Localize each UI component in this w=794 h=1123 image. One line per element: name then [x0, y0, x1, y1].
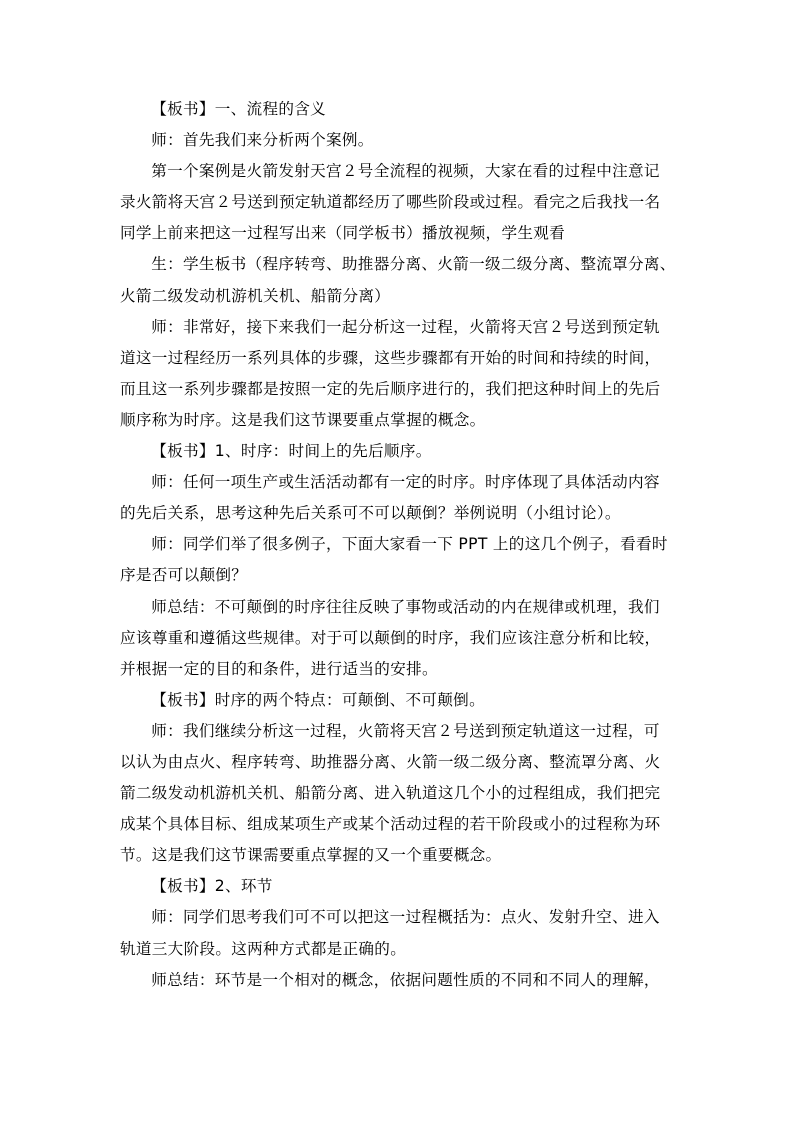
text-line: 道这一过程经历一系列具体的步骤，这些步骤都有开始的时间和持续的时间，: [120, 348, 661, 367]
text-line: 【板书】1、时序：时间上的先后顺序。: [151, 442, 432, 461]
text-line: 而且这一系列步骤都是按照一定的先后顺序进行的，我们把这种时间上的先后: [120, 379, 661, 398]
text-line: 师总结：环节是一个相对的概念，依据问题性质的不同和不同人的理解，: [151, 970, 660, 989]
paragraph: [120, 436, 680, 467]
text-line: 师总结：不可颠倒的时序往往反映了事物或活动的内在规律或机理，我们: [151, 597, 660, 616]
text-line: 箭二级发动机游机关机、船箭分离、进入轨道这几个小的过程组成，我们把完: [120, 784, 661, 803]
paragraph: [120, 312, 680, 436]
text-line: 师：非常好，接下来我们一起分析这一过程，火箭将天宫２号送到预定轨: [151, 317, 660, 336]
paragraph: [120, 592, 680, 685]
text-line: 并根据一定的目的和条件，进行适当的安排。: [120, 659, 438, 678]
text-line: 录火箭将天宫２号送到预定轨道都经历了哪些阶段或过程。看完之后我找一名: [120, 193, 661, 212]
text-line: 生：学生板书（程序转弯、助推器分离、火箭一级二级分离、整流罩分离、: [151, 255, 676, 274]
text-line: 节。这是我们这节课需要重点掌握的又一个重要概念。: [120, 846, 502, 865]
paragraph: [120, 902, 680, 964]
text-line: 轨道三大阶段。这两种方式都是正确的。: [120, 939, 407, 958]
paragraph: [120, 965, 680, 996]
text-line: 第一个案例是火箭发射天宫２号全流程的视频，大家在看的过程中注意记: [151, 162, 660, 181]
text-line: 【板书】2、环节: [151, 877, 273, 896]
text-line: 同学上前来把这一过程写出来（同学板书）播放视频，学生观看: [120, 224, 566, 243]
text-line: 师：同学们举了很多例子，下面大家看一下 PPT 上的这几个例子，看看时: [151, 535, 668, 554]
text-line: 应该尊重和遵循这些规律。对于可以颠倒的时序，我们应该注意分析和比较，: [120, 628, 661, 647]
text-line: 【板书】时序的两个特点：可颠倒、不可颠倒。: [151, 690, 485, 709]
lesson-transcript: [120, 94, 680, 996]
paragraph: [120, 716, 680, 871]
text-line: 【板书】一、流程的含义: [151, 100, 327, 118]
text-line: 的先后关系，思考这种先后关系可不可以颠倒？举例说明（小组讨论）。: [120, 504, 621, 523]
text-line: 成某个具体目标、组成某项生产或某个活动过程的若干阶段或小的过程称为环: [120, 815, 661, 834]
text-line: 师：首先我们来分析两个案例。: [151, 131, 374, 150]
text-line: 顺序称为时序。这是我们这节课要重点掌握的概念。: [120, 410, 486, 429]
paragraph: [120, 685, 680, 716]
paragraph: [120, 467, 680, 529]
paragraph: [120, 871, 680, 902]
text-line: 火箭二级发动机游机关机、船箭分离）: [120, 286, 391, 305]
paragraph: [120, 156, 680, 249]
paragraph: [120, 249, 680, 311]
paragraph: [120, 125, 680, 156]
text-line: 师：我们继续分析这一过程，火箭将天宫２号送到预定轨道这一过程，可: [151, 721, 660, 740]
text-line: 师：同学们思考我们可不可以把这一过程概括为：点火、发射升空、进入: [151, 908, 660, 927]
paragraph: [120, 529, 680, 591]
text-line: 序是否可以颠倒？: [120, 566, 248, 585]
paragraph: [120, 94, 680, 125]
text-line: 以认为由点火、程序转弯、助推器分离、火箭一级二级分离、整流罩分离、火: [120, 752, 661, 771]
text-line: 师：任何一项生产或生活活动都有一定的时序。时序体现了具体活动内容: [151, 473, 660, 492]
